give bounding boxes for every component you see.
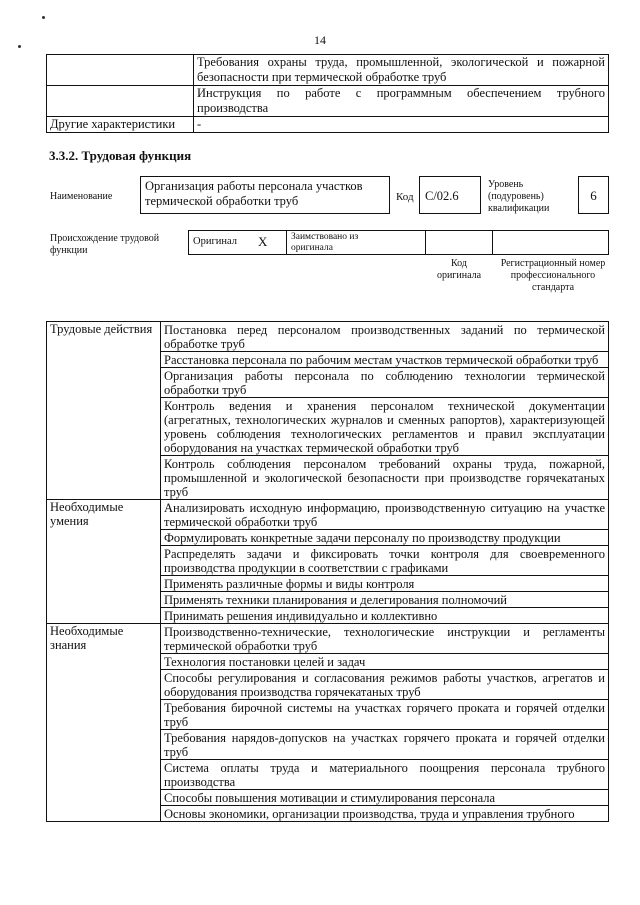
name-label: Наименование bbox=[50, 191, 113, 202]
table-cell: Требования бирочной системы на участках горячего проката и горячей отделки труб bbox=[161, 700, 609, 730]
main-table bbox=[46, 321, 609, 822]
code-value: С/02.6 bbox=[425, 189, 459, 203]
level-value: 6 bbox=[590, 188, 597, 203]
reg-caption: Регистрационный номер профессионального стандарта bbox=[500, 258, 606, 293]
table-cell: Система оплаты труда и материального поощрения персонала трубного производства bbox=[161, 760, 609, 790]
group-header: Трудовые действия bbox=[47, 322, 161, 500]
table-row bbox=[47, 55, 609, 86]
table-cell: Расстановка персонала по рабочим местам участков термической обработки труб bbox=[161, 352, 609, 368]
table-cell: Контроль соблюдения персоналом требований охраны труда, пожарной, промышленной и экологической безопасности при производстве горячекатаных труб bbox=[161, 456, 609, 500]
code-box bbox=[419, 176, 481, 214]
table-cell: Способы регулирования и согласования режимов работы участков, агрегатов и оборудования производства горячекатаных труб bbox=[161, 670, 609, 700]
original-mark: X bbox=[258, 234, 268, 249]
page-number: 14 bbox=[314, 33, 326, 47]
table-cell: Технология постановки целей и задач bbox=[161, 654, 609, 670]
group-header: Необходимые знания bbox=[47, 624, 161, 822]
origin-divider bbox=[286, 230, 287, 255]
table-row bbox=[47, 86, 609, 117]
table-cell: Производственно-технические, технологические инструкции и регламенты термической обработки труб bbox=[161, 624, 609, 654]
top-table bbox=[46, 54, 609, 133]
scan-dot bbox=[42, 16, 45, 19]
table-cell: Контроль ведения и хранения персоналом технической документации (агрегатных, технологических журналов и сменных рапортов), характеризующей уровень соблюдения технологических регламентов и правил эксплуатации оборудования на участках термической обработки труб bbox=[161, 398, 609, 456]
table-row bbox=[47, 624, 609, 654]
group-header: Необходимые умения bbox=[47, 500, 161, 624]
row-label: Другие характеристики bbox=[47, 117, 194, 133]
original-label: Оригинал bbox=[193, 236, 237, 247]
name-box bbox=[140, 176, 390, 214]
table-cell: Применять техники планирования и делегирования полномочий bbox=[161, 592, 609, 608]
code-caption: Код оригинала bbox=[436, 258, 482, 281]
table-cell: Формулировать конкретные задачи персоналу по производству продукции bbox=[161, 530, 609, 546]
origin-divider bbox=[492, 230, 493, 255]
table-cell: Анализировать исходную информацию, производственную ситуацию на участке термической обработки труб bbox=[161, 500, 609, 530]
row-value: Инструкция по работе с программным обеспечением трубного производства bbox=[194, 86, 609, 117]
borrowed-label: Заимствовано из оригинала bbox=[291, 232, 359, 253]
level-box bbox=[578, 176, 609, 214]
table-row bbox=[47, 500, 609, 530]
table-cell: Способы повышения мотивации и стимулирования персонала bbox=[161, 790, 609, 806]
level-label: Уровень (подуровень) квалификации bbox=[488, 179, 550, 214]
table-cell: Принимать решения индивидуально и коллективно bbox=[161, 608, 609, 624]
code-label: Код bbox=[396, 191, 414, 203]
table-cell: Распределять задачи и фиксировать точки контроля для своевременного производства продукции в соответствии с графиками bbox=[161, 546, 609, 576]
table-cell: Требования нарядов-допусков на участках горячего проката и горячей отделки труб bbox=[161, 730, 609, 760]
row-value: - bbox=[194, 117, 609, 133]
row-value: Требования охраны труда, промышленной, экологической и пожарной безопасности при термической обработке труб bbox=[194, 55, 609, 86]
origin-divider bbox=[425, 230, 426, 255]
row-label bbox=[47, 86, 194, 117]
table-row bbox=[47, 117, 609, 133]
table-cell: Организация работы персонала по соблюдению технологии термической обработки труб bbox=[161, 368, 609, 398]
section-title: 3.3.2. Трудовая функция bbox=[49, 148, 192, 163]
table-row bbox=[47, 322, 609, 352]
table-cell: Постановка перед персоналом производственных заданий по термической обработке труб bbox=[161, 322, 609, 352]
table-cell: Основы экономики, организации производства, труда и управления трубного bbox=[161, 806, 609, 822]
name-value: Организация работы персонала участков термической обработки труб bbox=[145, 179, 363, 208]
origin-label: Происхождение трудовой функции bbox=[50, 233, 160, 256]
table-cell: Применять различные формы и виды контроля bbox=[161, 576, 609, 592]
row-label bbox=[47, 55, 194, 86]
